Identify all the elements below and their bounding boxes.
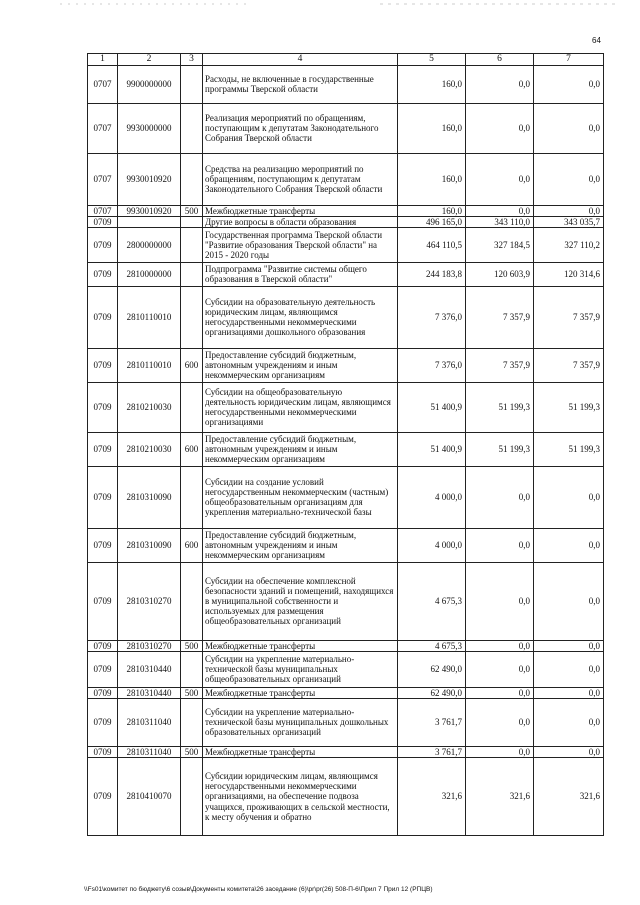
amount-col7: 0,0 [534,153,604,205]
table-row [88,466,604,528]
division-code: 0707 [88,65,118,103]
table-row [88,103,604,153]
col-header: 6 [466,54,534,66]
target-article-code [118,216,181,227]
item-name: Субсидии на образовательную деятельность юридическим лицам, являющимся негосударственными некоммерческими организациями дошкольного образования [203,286,398,348]
expense-type-code: 600 [181,348,203,382]
table-row [88,65,604,103]
expense-type-code: 500 [181,687,203,698]
amount-col5: 51 400,9 [398,382,466,432]
division-code: 0709 [88,432,118,466]
item-name: Подпрограмма "Развитие системы общего образования в Тверской области" [203,262,398,286]
col-header: 4 [203,54,398,66]
expense-type-code [181,758,203,836]
amount-col7: 51 199,3 [534,382,604,432]
item-name: Субсидии на укрепление материально-технической базы муниципальных дошкольных образовательных организаций [203,698,398,746]
amount-col6: 0,0 [466,687,534,698]
item-name: Реализация мероприятий по обращениям, поступающим к депутатам Законодательного Собрания Тверской области [203,103,398,153]
target-article-code: 2810310270 [118,562,181,640]
division-code: 0709 [88,216,118,227]
table-row [88,651,604,687]
amount-col7: 0,0 [534,562,604,640]
division-code: 0709 [88,286,118,348]
amount-col6: 0,0 [466,65,534,103]
target-article-code: 2810110010 [118,286,181,348]
amount-col5: 321,6 [398,758,466,836]
expense-type-code [181,65,203,103]
item-name: Другие вопросы в области образования [203,216,398,227]
table-row [88,698,604,746]
amount-col7: 0,0 [534,528,604,562]
amount-col6: 0,0 [466,698,534,746]
target-article-code: 2810410070 [118,758,181,836]
table-row [88,562,604,640]
item-name: Предоставление субсидий бюджетным, автономным учреждениям и иным некоммерческим организациям [203,432,398,466]
amount-col7: 321,6 [534,758,604,836]
amount-col6: 321,6 [466,758,534,836]
amount-col6: 343 110,0 [466,216,534,227]
expense-type-code [181,466,203,528]
amount-col7: 51 199,3 [534,432,604,466]
amount-col6: 327 184,5 [466,227,534,262]
amount-col7: 0,0 [534,103,604,153]
amount-col7: 0,0 [534,651,604,687]
division-code: 0709 [88,687,118,698]
target-article-code: 2810311040 [118,746,181,757]
item-name: Средства на реализацию мероприятий по обращениям, поступающим к депутатам Законодательного Собрания Тверской области [203,153,398,205]
amount-col6: 0,0 [466,562,534,640]
amount-col7: 0,0 [534,687,604,698]
target-article-code: 2810210030 [118,382,181,432]
division-code: 0707 [88,205,118,216]
amount-col6: 0,0 [466,205,534,216]
expense-type-code [181,153,203,205]
target-article-code: 9930010920 [118,153,181,205]
amount-col7: 0,0 [534,698,604,746]
amount-col6: 0,0 [466,153,534,205]
amount-col7: 7 357,9 [534,348,604,382]
division-code: 0709 [88,640,118,651]
file-path-footer: \\Fs01\комитет по бюджету\6 созыв\Документы комитета\26 заседание (6)\pr\pr(26) 508-П-6\Прил 7 Прил 12 (РПЦВ) [84,886,433,893]
page-number: 64 [592,36,601,45]
expense-type-code [181,562,203,640]
amount-col5: 62 490,0 [398,651,466,687]
amount-col7: 343 035,7 [534,216,604,227]
table-row [88,528,604,562]
target-article-code: 2800000000 [118,227,181,262]
amount-col7: 0,0 [534,746,604,757]
division-code: 0709 [88,758,118,836]
amount-col6: 51 199,3 [466,432,534,466]
item-name: Межбюджетные трансферты [203,687,398,698]
table-row [88,205,604,216]
amount-col6: 51 199,3 [466,382,534,432]
amount-col7: 0,0 [534,205,604,216]
target-article-code: 2810310440 [118,651,181,687]
division-code: 0709 [88,466,118,528]
header-row [88,54,604,66]
table-row [88,746,604,757]
item-name: Расходы, не включенные в государственные программы Тверской области [203,65,398,103]
amount-col5: 160,0 [398,205,466,216]
amount-col5: 51 400,9 [398,432,466,466]
table-row [88,348,604,382]
amount-col7: 0,0 [534,466,604,528]
col-header: 7 [534,54,604,66]
amount-col5: 464 110,5 [398,227,466,262]
expense-type-code [181,286,203,348]
target-article-code: 9900000000 [118,65,181,103]
amount-col7: 327 110,2 [534,227,604,262]
item-name: Предоставление субсидий бюджетным, автономным учреждениям и иным некоммерческим организациям [203,528,398,562]
amount-col5: 3 761,7 [398,698,466,746]
amount-col7: 0,0 [534,640,604,651]
division-code: 0709 [88,746,118,757]
col-header: 3 [181,54,203,66]
amount-col6: 0,0 [466,640,534,651]
division-code: 0709 [88,698,118,746]
table-row [88,216,604,227]
amount-col5: 4 675,3 [398,562,466,640]
division-code: 0709 [88,562,118,640]
division-code: 0707 [88,153,118,205]
budget-table [87,53,604,836]
amount-col6: 0,0 [466,466,534,528]
target-article-code: 9930000000 [118,103,181,153]
amount-col6: 0,0 [466,746,534,757]
amount-col5: 4 000,0 [398,466,466,528]
target-article-code: 2810310440 [118,687,181,698]
amount-col6: 7 357,9 [466,348,534,382]
amount-col5: 160,0 [398,65,466,103]
expense-type-code: 600 [181,432,203,466]
expense-type-code: 500 [181,640,203,651]
division-code: 0709 [88,528,118,562]
table-row [88,640,604,651]
amount-col6: 0,0 [466,528,534,562]
item-name: Межбюджетные трансферты [203,205,398,216]
amount-col7: 120 314,6 [534,262,604,286]
item-name: Субсидии на обеспечение комплексной безопасности зданий и помещений, находящихся в муниципальной собственности и используемых для размещения общеобразовательных организаций [203,562,398,640]
amount-col5: 7 376,0 [398,286,466,348]
expense-type-code [181,216,203,227]
col-header: 5 [398,54,466,66]
division-code: 0709 [88,651,118,687]
amount-col7: 7 357,9 [534,286,604,348]
target-article-code: 2810310090 [118,528,181,562]
table-row [88,286,604,348]
table-row [88,382,604,432]
item-name: Государственная программа Тверской области "Развитие образования Тверской области" на 2015 - 2020 годы [203,227,398,262]
table-row [88,758,604,836]
division-code: 0709 [88,382,118,432]
item-name: Предоставление субсидий бюджетным, автономным учреждениям и иным некоммерческим организациям [203,348,398,382]
item-name: Субсидии юридическим лицам, являющимся негосударственными некоммерческими организациями, на обеспечение подвоза учащихся, проживающих в сельской местности, к месту обучения и обратно [203,758,398,836]
target-article-code: 2810000000 [118,262,181,286]
target-article-code: 9930010920 [118,205,181,216]
target-article-code: 2810310270 [118,640,181,651]
amount-col6: 0,0 [466,103,534,153]
expense-type-code [181,698,203,746]
target-article-code: 2810210030 [118,432,181,466]
target-article-code: 2810110010 [118,348,181,382]
amount-col6: 7 357,9 [466,286,534,348]
amount-col6: 0,0 [466,651,534,687]
expense-type-code: 600 [181,528,203,562]
amount-col6: 120 603,9 [466,262,534,286]
amount-col5: 160,0 [398,153,466,205]
target-article-code: 2810311040 [118,698,181,746]
table-row [88,227,604,262]
item-name: Субсидии на создание условий негосударственным некоммерческим (частным) общеобразовательным организациям для укрепления материально-технической базы [203,466,398,528]
division-code: 0709 [88,227,118,262]
expense-type-code [181,651,203,687]
target-article-code: 2810310090 [118,466,181,528]
col-header: 2 [118,54,181,66]
amount-col5: 496 165,0 [398,216,466,227]
amount-col5: 4 000,0 [398,528,466,562]
item-name: Субсидии на общеобразовательную деятельность юридическим лицам, являющимся негосударственными некоммерческими организациями [203,382,398,432]
amount-col5: 160,0 [398,103,466,153]
expense-type-code [181,262,203,286]
item-name: Субсидии на укрепление материально-технической базы муниципальных общеобразовательных организаций [203,651,398,687]
amount-col5: 7 376,0 [398,348,466,382]
amount-col7: 0,0 [534,65,604,103]
expense-type-code: 500 [181,205,203,216]
expense-type-code [181,382,203,432]
col-header: 1 [88,54,118,66]
amount-col5: 244 183,8 [398,262,466,286]
amount-col5: 3 761,7 [398,746,466,757]
table-row [88,687,604,698]
scan-artifact [0,0,640,12]
division-code: 0709 [88,348,118,382]
expense-type-code: 500 [181,746,203,757]
table-row [88,153,604,205]
amount-col5: 62 490,0 [398,687,466,698]
table-row [88,262,604,286]
table-row [88,432,604,466]
expense-type-code [181,103,203,153]
division-code: 0707 [88,103,118,153]
item-name: Межбюджетные трансферты [203,746,398,757]
item-name: Межбюджетные трансферты [203,640,398,651]
expense-type-code [181,227,203,262]
division-code: 0709 [88,262,118,286]
amount-col5: 4 675,3 [398,640,466,651]
